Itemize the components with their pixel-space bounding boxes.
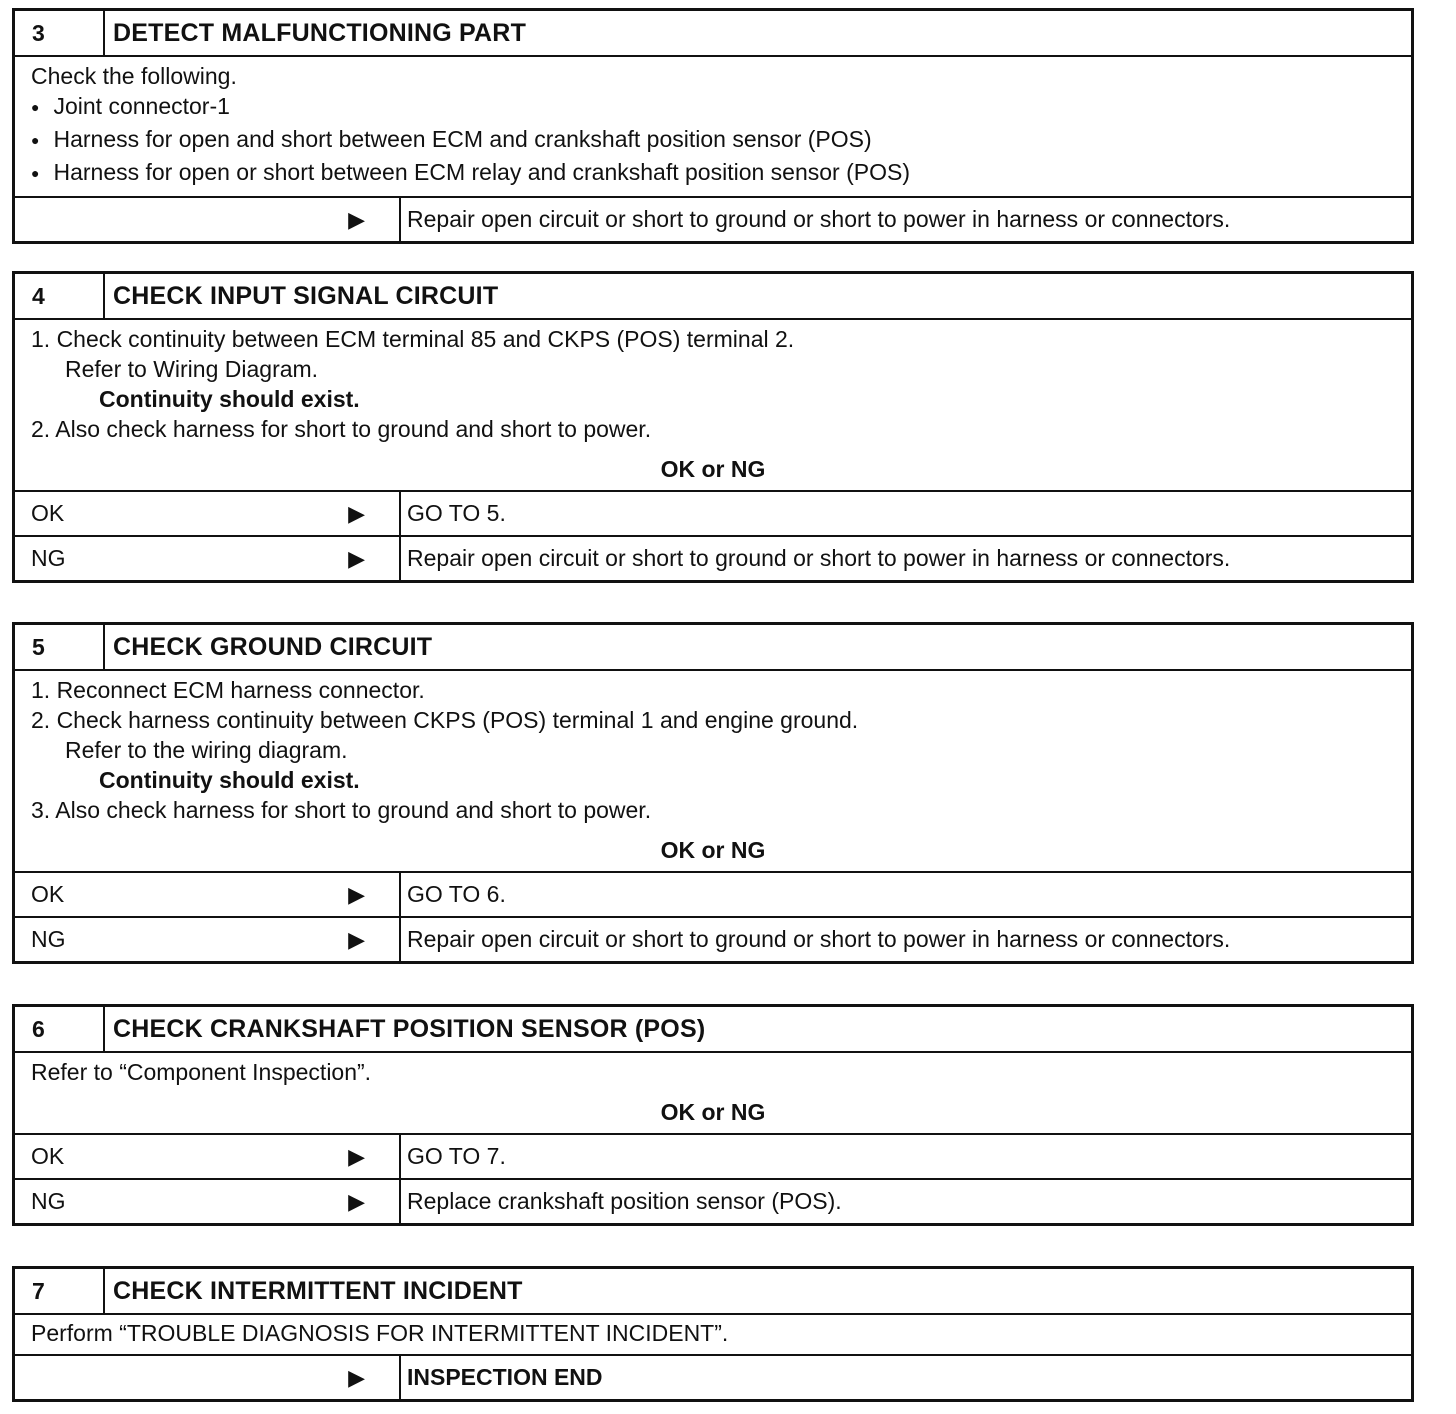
step-header	[15, 11, 1411, 57]
result-row-ng	[15, 535, 1411, 580]
result-label: OK	[31, 1143, 65, 1169]
step-header	[15, 274, 1411, 320]
result-row-ok	[15, 490, 1411, 535]
step-number: 7	[15, 1269, 105, 1313]
instruction-line: 2. Also check harness for short to ground and short to power.	[31, 416, 652, 442]
result-action: Repair open circuit or short to ground or short to power in harness or connectors.	[407, 545, 1231, 571]
instruction-line: 3. Also check harness for short to ground and short to power.	[31, 797, 652, 823]
result-label: OK	[31, 881, 65, 907]
arrow-right-icon: ▶	[348, 1143, 365, 1169]
step-5-box	[12, 622, 1414, 964]
result-row-ng	[15, 1178, 1411, 1223]
step-header	[15, 625, 1411, 671]
step-number: 5	[15, 625, 105, 669]
instruction-line: Refer to “Component Inspection”.	[31, 1059, 372, 1085]
step-number: 4	[15, 274, 105, 318]
step-body	[15, 320, 1411, 490]
step-title: CHECK CRANKSHAFT POSITION SENSOR (POS)	[113, 1014, 706, 1043]
step-3-box	[12, 8, 1414, 244]
bullet-item: ● Harness for open and short between ECM and crankshaft position sensor (POS)	[31, 124, 1395, 157]
arrow-right-icon: ▶	[348, 500, 365, 526]
arrow-right-icon: ▶	[348, 1188, 365, 1214]
bullet-item: ● Joint connector-1	[31, 91, 1395, 124]
instruction-line: 2. Check harness continuity between CKPS (POS) terminal 1 and engine ground.	[31, 707, 859, 733]
step-body	[15, 1315, 1411, 1354]
instruction-line: Check the following.	[31, 63, 237, 89]
step-title: CHECK GROUND CIRCUIT	[113, 632, 433, 661]
result-condition	[15, 198, 401, 241]
result-row-ok	[15, 1133, 1411, 1178]
result-action: Repair open circuit or short to ground or short to power in harness or connectors.	[407, 206, 1231, 232]
result-label: NG	[31, 545, 66, 571]
result-action: GO TO 6.	[407, 881, 506, 907]
result-condition	[15, 1180, 401, 1223]
spec-line: Continuity should exist.	[99, 386, 360, 412]
result-condition	[15, 1356, 401, 1399]
step-title: CHECK INTERMITTENT INCIDENT	[113, 1276, 523, 1305]
step-title: DETECT MALFUNCTIONING PART	[113, 18, 527, 47]
result-action: GO TO 5.	[407, 500, 506, 526]
result-condition	[15, 918, 401, 961]
result-action: Replace crankshaft position sensor (POS).	[407, 1188, 842, 1214]
step-title: CHECK INPUT SIGNAL CIRCUIT	[113, 281, 499, 310]
arrow-right-icon: ▶	[348, 545, 365, 571]
result-label: NG	[31, 926, 66, 952]
instruction-line: Refer to the wiring diagram.	[65, 737, 348, 763]
step-header	[15, 1269, 1411, 1315]
result-row-ng	[15, 916, 1411, 961]
step-6-box	[12, 1004, 1414, 1226]
arrow-right-icon: ▶	[348, 1364, 365, 1390]
step-number: 6	[15, 1007, 105, 1051]
arrow-right-icon: ▶	[348, 881, 365, 907]
step-7-box	[12, 1266, 1414, 1402]
result-condition	[15, 492, 401, 535]
step-body	[15, 57, 1411, 196]
result-condition	[15, 537, 401, 580]
ok-or-ng-label: OK or NG	[660, 1099, 766, 1125]
result-condition	[15, 1135, 401, 1178]
bullet-item: ● Harness for open or short between ECM relay and crankshaft position sensor (POS)	[31, 157, 1395, 190]
step-body	[15, 671, 1411, 871]
step-4-box	[12, 271, 1414, 583]
instruction-line: 1. Reconnect ECM harness connector.	[31, 677, 425, 703]
result-row	[15, 196, 1411, 241]
arrow-right-icon: ▶	[348, 926, 365, 952]
instruction-line: Perform “TROUBLE DIAGNOSIS FOR INTERMITTENT INCIDENT”.	[31, 1320, 729, 1346]
ok-or-ng-label: OK or NG	[660, 456, 766, 482]
spec-line: Continuity should exist.	[99, 767, 360, 793]
arrow-right-icon: ▶	[348, 206, 365, 232]
result-action: GO TO 7.	[407, 1143, 506, 1169]
step-number: 3	[15, 11, 105, 55]
result-row-ok	[15, 871, 1411, 916]
instruction-line: 1. Check continuity between ECM terminal 85 and CKPS (POS) terminal 2.	[31, 326, 795, 352]
result-condition	[15, 873, 401, 916]
step-body	[15, 1053, 1411, 1133]
result-action: INSPECTION END	[407, 1364, 603, 1390]
ok-or-ng-label: OK or NG	[660, 837, 766, 863]
instruction-line: Refer to Wiring Diagram.	[65, 356, 319, 382]
result-action: Repair open circuit or short to ground or short to power in harness or connectors.	[407, 926, 1231, 952]
step-header	[15, 1007, 1411, 1053]
result-label: NG	[31, 1188, 66, 1214]
result-label: OK	[31, 500, 65, 526]
result-row	[15, 1354, 1411, 1399]
